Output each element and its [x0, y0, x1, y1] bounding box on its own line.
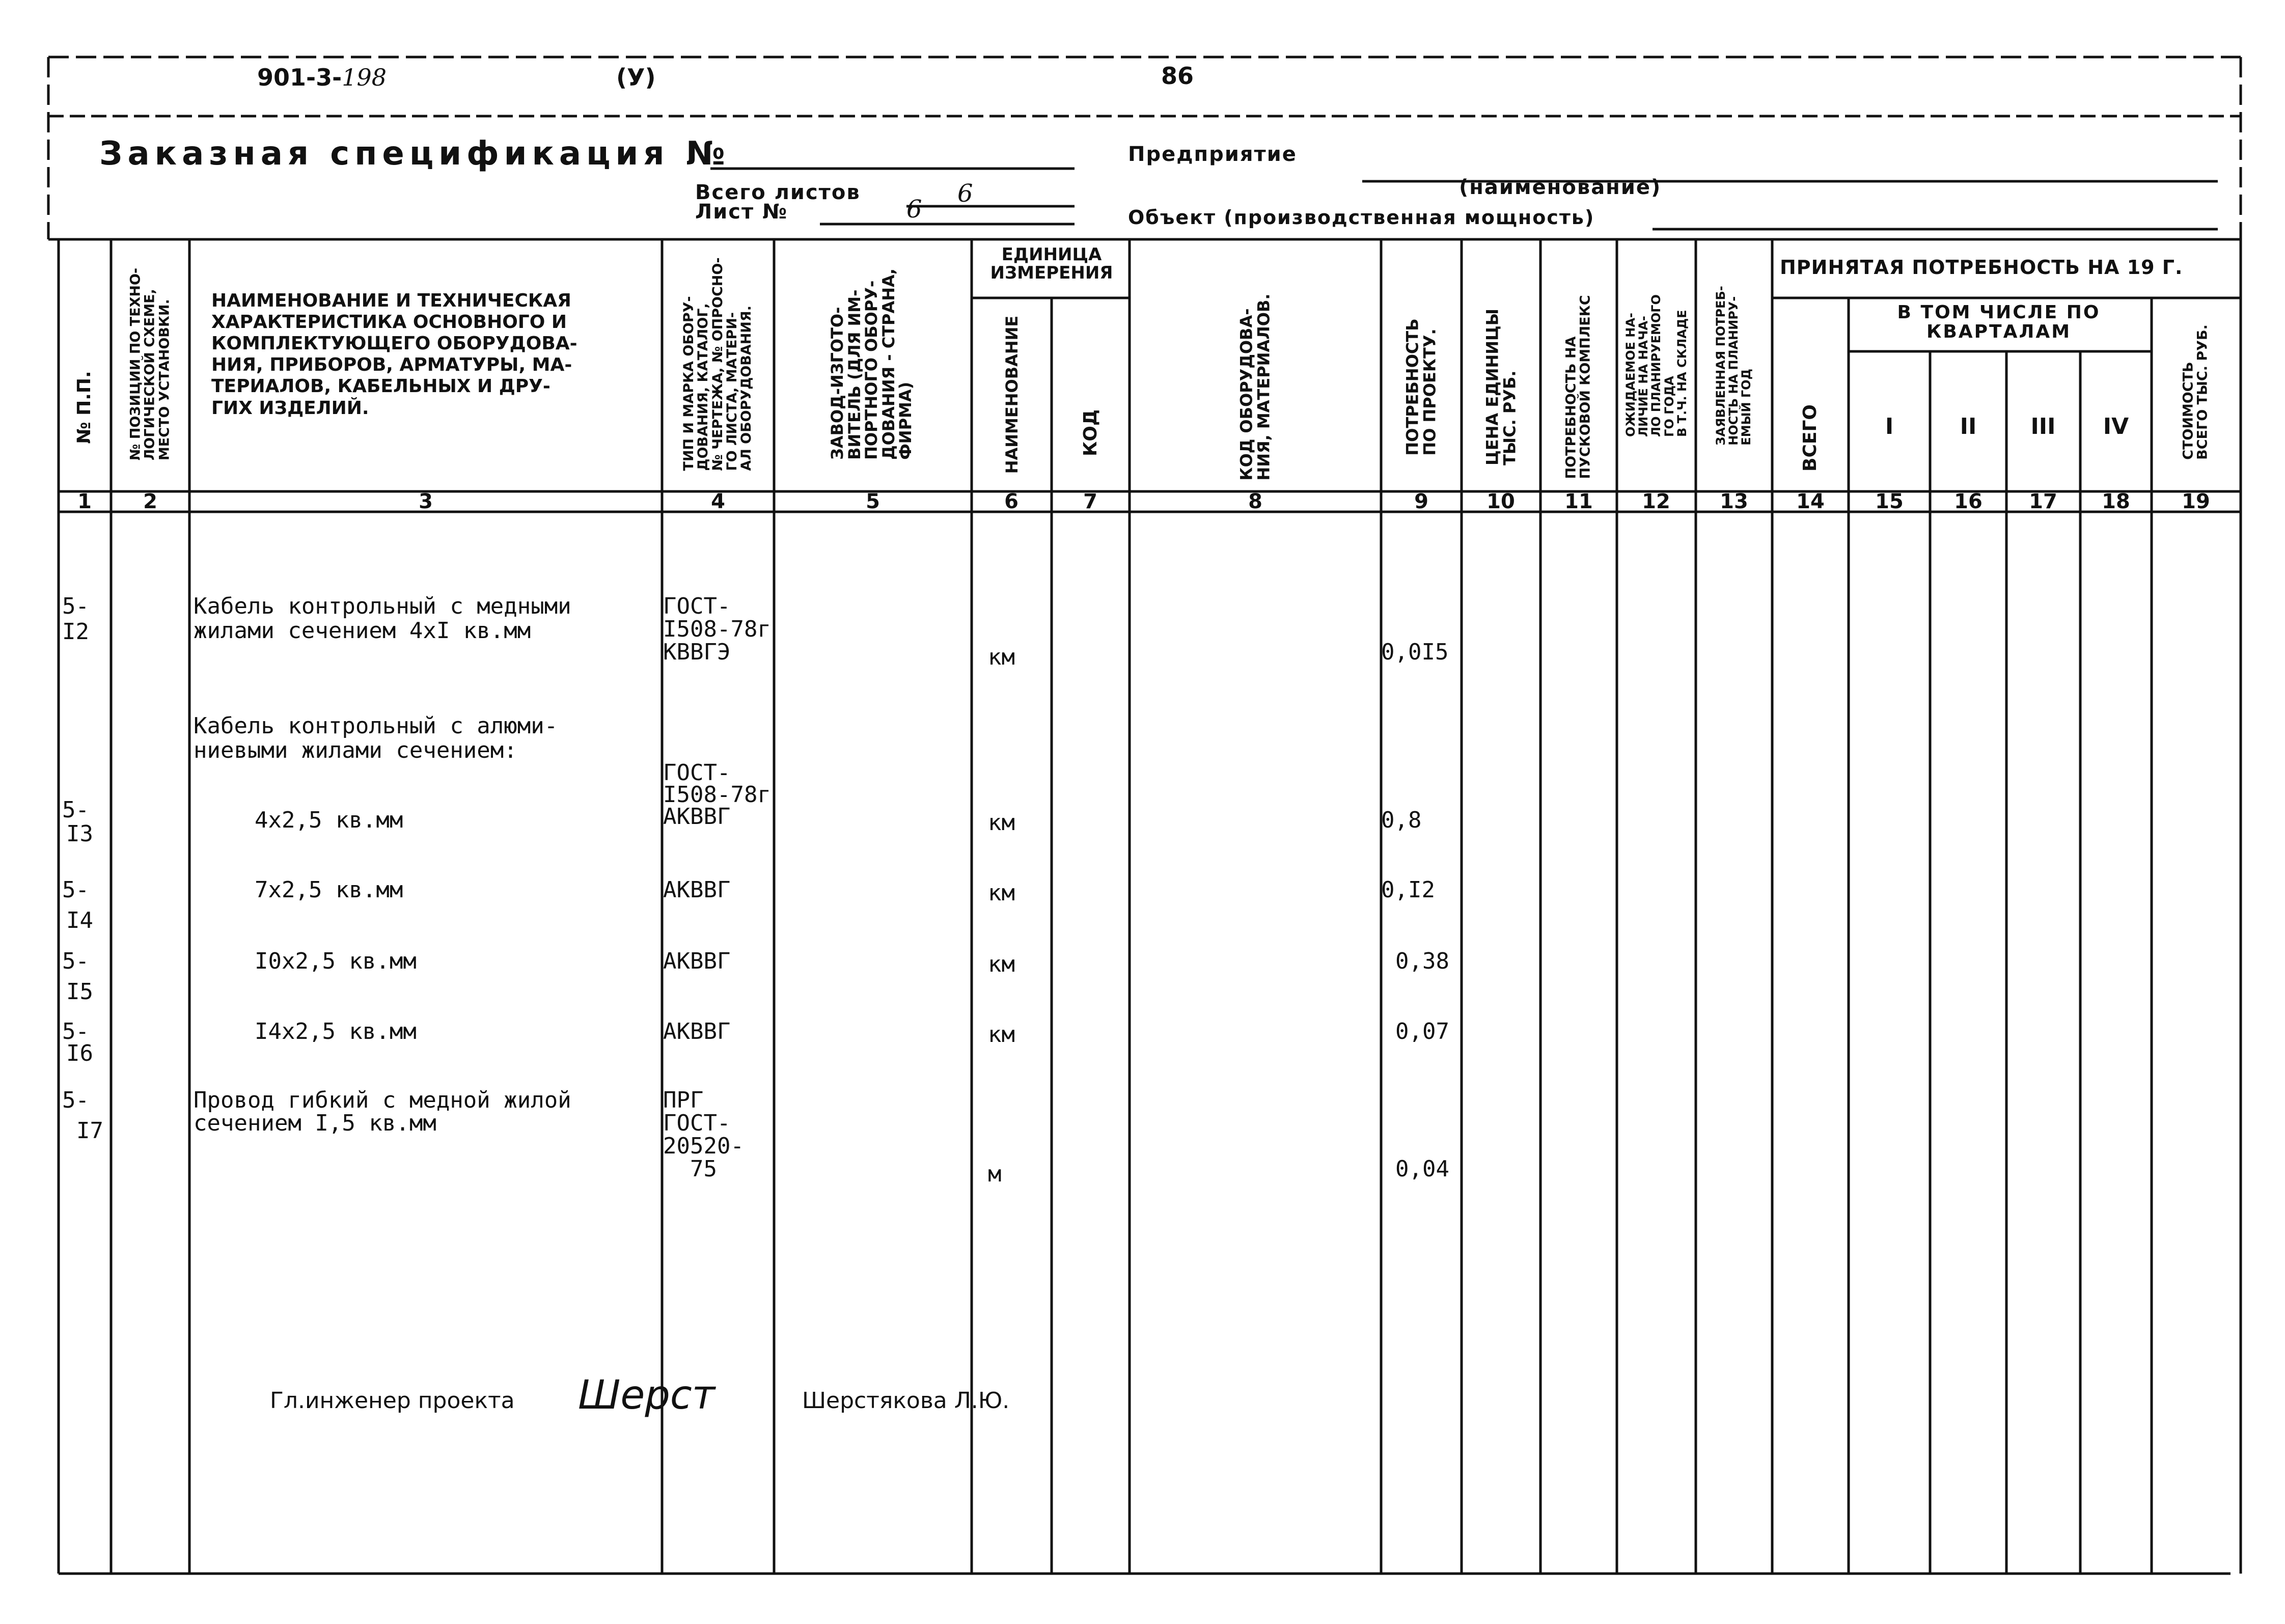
- col-number: 7: [1083, 490, 1097, 513]
- position-number: I7: [76, 1118, 103, 1144]
- item-name: Провод гибкий с медной жилой: [194, 1087, 571, 1113]
- col-number: 1: [77, 490, 92, 513]
- col-number: 15: [1875, 490, 1904, 513]
- position-number: I2: [62, 619, 89, 645]
- item-name: ниевыми жилами сечением:: [194, 737, 517, 763]
- group-14-18-header: ПРИНЯТАЯ ПОТРЕБНОСТЬ НА 19 Г.: [1780, 256, 2183, 279]
- col-7-header: КОД: [1080, 409, 1102, 457]
- col-number: 17: [2029, 490, 2057, 513]
- quantity: 0,I2: [1381, 877, 1435, 903]
- item-name: сечением I,5 кв.мм: [194, 1110, 436, 1136]
- col-3-header: НАИМЕНОВАНИЕ И ТЕХНИЧЕСКАЯ ХАРАКТЕРИСТИКА ОСНОВНОГО И КОМПЛЕКТУЮЩЕГО ОБОРУДОВА- НИЯ, ПРИБОРОВ, АРМАТУРЫ, МА- ТЕРИАЛОВ, КАБЕЛЬНЫХ И ДРУ- ГИХ ИЗДЕЛИЙ.: [211, 290, 577, 419]
- col-number: 3: [419, 490, 433, 513]
- name-caption: (наименование): [1459, 176, 1662, 199]
- col-number: 11: [1564, 490, 1593, 513]
- item-name: I4х2,5 кв.мм: [255, 1019, 417, 1044]
- quantity: 0,07: [1395, 1019, 1449, 1044]
- item-name: Кабель контрольный с алюми-: [194, 713, 558, 739]
- position-number: I4: [66, 907, 93, 933]
- position-number: 5-: [62, 877, 89, 903]
- col-number: 14: [1796, 490, 1825, 513]
- col-number: 8: [1248, 490, 1262, 513]
- sheet-label: Лист №: [695, 200, 788, 224]
- item-type: ГОСТ-: [663, 1110, 731, 1136]
- position-number: I3: [66, 821, 93, 847]
- quantity: 0,8: [1381, 807, 1422, 833]
- col-number: 10: [1486, 490, 1515, 513]
- col-12-header: ОЖИДАЕМОЕ НА- ЛИЧИЕ НА НАЧА- ЛО ПЛАНИРУЕМОГО ГО ГОДА В Т.Ч. НА СКЛАДЕ: [1623, 294, 1689, 437]
- item-type: I508-78г: [663, 782, 771, 808]
- position-number: 5-: [62, 1087, 89, 1113]
- col-number: 6: [1004, 490, 1018, 513]
- item-name: Кабель контрольный с медными: [194, 593, 571, 619]
- col-2-header: № ПОЗИЦИИ ПО ТЕХНО- ЛОГИЧЕСКОЙ СХЕМЕ, МЕСТО УСТАНОВКИ.: [127, 267, 173, 461]
- col-number: 4: [711, 490, 725, 513]
- col-6-header: НАИМЕНОВАНИЕ: [1002, 315, 1022, 474]
- item-name: 7х2,5 кв.мм: [255, 877, 403, 903]
- col-number: 9: [1414, 490, 1428, 513]
- quantity: 0,38: [1395, 948, 1449, 974]
- col-4-header: ТИП И МАРКА ОБОРУ- ДОВАНИЯ, КАТАЛОГ, № ЧЕРТЕЖА, № ОПРОСНО- ГО ЛИСТА, МАТЕРИ- АЛ ОБОРУДОВАНИЯ.: [681, 257, 755, 471]
- col-18-header: IV: [2103, 414, 2129, 439]
- form-title: Заказная спецификация №: [99, 135, 730, 173]
- total-sheets-label: Всего листов: [695, 181, 861, 204]
- quantity: 0,04: [1395, 1156, 1449, 1182]
- group-15-18-header: В ТОМ ЧИСЛЕ ПО КВАРТАЛАМ: [1897, 302, 2101, 343]
- signer-name: Шерстякова Л.Ю.: [802, 1388, 1010, 1414]
- col-number: 19: [2182, 490, 2210, 513]
- quantity: 0,0I5: [1381, 639, 1449, 665]
- item-name: I0х2,5 кв.мм: [255, 948, 417, 974]
- col-number: 13: [1720, 490, 1748, 513]
- col-8-header: КОД ОБОРУДОВА- НИЯ, МАТЕРИАЛОВ.: [1236, 293, 1273, 481]
- item-type: I508-78г: [663, 616, 771, 642]
- col-19-header: СТОИМОСТЬ ВСЕГО ТЫС. РУБ.: [2180, 324, 2211, 460]
- position-number: 5-: [62, 797, 89, 823]
- col-13-header: ЗАЯВЛЕННАЯ ПОТРЕБ- НОСТЬ НА ПЛАНИРУ- ЕМЫЙ ГОД: [1714, 286, 1754, 446]
- item-type: АКВВГ: [663, 804, 731, 830]
- position-number: 5-: [62, 593, 89, 619]
- page-number: 86: [1161, 62, 1194, 90]
- position-number: 5-: [62, 1019, 89, 1044]
- col-16-header: II: [1960, 414, 1977, 439]
- unit: км: [988, 1022, 1015, 1048]
- item-type: ПРГ: [663, 1087, 704, 1113]
- object-label: Объект (производственная мощность): [1128, 206, 1595, 229]
- col-5-header: ЗАВОД-ИЗГОТО- ВИТЕЛЬ (ДЛЯ ИМ- ПОРТНОГО ОБОРУ- ДОВАНИЯ - СТРАНА, ФИРМА): [828, 268, 916, 460]
- col-number: 18: [2102, 490, 2130, 513]
- total-sheets-value: 6: [957, 179, 973, 208]
- signer-role: Гл.инженер проекта: [270, 1388, 515, 1414]
- item-type: ГОСТ-: [663, 593, 731, 619]
- col-number: 5: [866, 490, 880, 513]
- col-10-header: ЦЕНА ЕДИНИЦЫ ТЫС. РУБ.: [1482, 309, 1519, 465]
- col-9-header: ПОТРЕБНОСТЬ ПО ПРОЕКТУ.: [1402, 318, 1439, 456]
- col-14-header: ВСЕГО: [1800, 404, 1821, 472]
- unit: км: [988, 810, 1015, 836]
- col-11-header: ПОТРЕБНОСТЬ НА ПУСКОВОЙ КОМПЛЕКС: [1563, 295, 1593, 479]
- item-type: КВВГЭ: [663, 639, 731, 665]
- col-number: 16: [1954, 490, 1983, 513]
- col-6-7-group-header: ЕДИНИЦА ИЗМЕРЕНИЯ: [990, 244, 1113, 284]
- document-number: 901-3-198: [257, 64, 387, 91]
- position-number: 5-: [62, 948, 89, 974]
- item-name: 4х2,5 кв.мм: [255, 807, 403, 833]
- unit: км: [988, 644, 1015, 670]
- unit: км: [988, 951, 1015, 977]
- position-number: I5: [66, 979, 93, 1005]
- col-1-header: № П.П.: [74, 371, 95, 444]
- unit: км: [988, 880, 1015, 906]
- col-17-header: III: [2030, 414, 2056, 439]
- item-type: АКВВГ: [663, 877, 731, 903]
- col-number: 2: [143, 490, 157, 513]
- item-type: АКВВГ: [663, 1019, 731, 1044]
- item-type: ГОСТ-: [663, 760, 731, 786]
- item-type: 75: [690, 1156, 717, 1182]
- col-number: 12: [1642, 490, 1670, 513]
- enterprise-label: Предприятие: [1128, 143, 1297, 166]
- document-suffix: (У): [616, 64, 656, 91]
- item-name: жилами сечением 4хI кв.мм: [194, 618, 531, 644]
- item-type: 20520-: [663, 1133, 744, 1159]
- signature: Шерст: [578, 1372, 715, 1418]
- col-15-header: I: [1885, 414, 1894, 439]
- unit: м: [988, 1161, 1002, 1187]
- sheet-value: 6: [906, 195, 922, 224]
- item-type: АКВВГ: [663, 948, 731, 974]
- position-number: I6: [66, 1040, 93, 1066]
